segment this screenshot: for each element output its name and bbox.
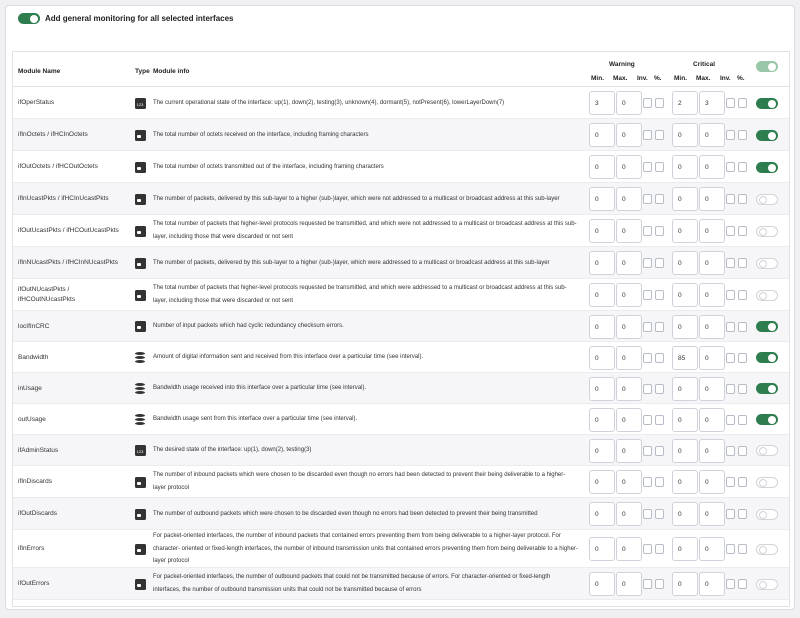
module-type (133, 247, 147, 279)
warning-pct-checkbox[interactable] (655, 98, 664, 108)
critical-inv-checkbox[interactable] (726, 258, 735, 268)
module-type (133, 183, 147, 215)
module-enable-toggle[interactable] (756, 226, 778, 237)
warning-header: Warning (609, 61, 635, 68)
module-enable-toggle[interactable] (756, 194, 778, 205)
table-row (13, 87, 789, 119)
module-enable-toggle[interactable] (756, 383, 778, 394)
warning-max-input[interactable]: 0 (616, 572, 642, 596)
critical-inv-checkbox[interactable] (726, 98, 735, 108)
critical-inv-checkbox[interactable] (726, 509, 735, 519)
module-name: ifInUcastPkts / ifHCInUcastPkts (18, 195, 109, 203)
module-type (133, 373, 147, 404)
warning-inv-checkbox[interactable] (643, 322, 652, 332)
module-type (133, 215, 147, 247)
warning-min-header: Min. (591, 75, 604, 82)
critical-min-input[interactable]: 0 (672, 315, 698, 339)
module-type (133, 87, 147, 119)
warning-pct-checkbox[interactable] (655, 258, 664, 268)
critical-pct-checkbox[interactable] (738, 98, 747, 108)
critical-max-input[interactable]: 0 (699, 346, 725, 370)
critical-inv-checkbox[interactable] (726, 446, 735, 456)
critical-min-input[interactable]: 0 (672, 123, 698, 147)
table-row (13, 498, 789, 530)
module-box-icon (135, 477, 146, 488)
warning-max-input[interactable]: 0 (616, 315, 642, 339)
critical-inv-checkbox[interactable] (726, 226, 735, 236)
critical-min-input[interactable]: 0 (672, 537, 698, 561)
critical-max-input[interactable]: 3 (699, 91, 725, 115)
modules-table (12, 51, 790, 607)
critical-pct-checkbox[interactable] (738, 415, 747, 425)
critical-pct-checkbox[interactable] (738, 579, 747, 589)
module-info: The number of packets, delivered by this sub-layer to a higher (sub-)layer, which were addressed to a multicast or broadcast address at this sub-layer (153, 259, 550, 266)
module-box-icon (135, 194, 146, 205)
module-enable-toggle[interactable] (756, 130, 778, 141)
critical-max-input[interactable]: 0 (699, 155, 725, 179)
module-info: The desired state of the interface: up(1), down(2), testing(3) (153, 447, 312, 454)
module-name-header: Module Name (18, 68, 61, 75)
module-box-icon (135, 509, 146, 520)
module-box-icon (135, 162, 146, 173)
warning-min-input[interactable]: 0 (589, 283, 615, 307)
module-enable-toggle[interactable] (756, 477, 778, 488)
warning-inv-checkbox[interactable] (643, 477, 652, 487)
module-type (133, 404, 147, 435)
table-header (13, 52, 789, 87)
module-enable-toggle[interactable] (756, 162, 778, 173)
module-enable-toggle[interactable] (756, 544, 778, 555)
critical-max-input[interactable]: 0 (699, 537, 725, 561)
table-row (13, 435, 789, 466)
warning-pct-checkbox[interactable] (655, 579, 664, 589)
database-icon (135, 352, 145, 363)
critical-inv-checkbox[interactable] (726, 194, 735, 204)
module-type (133, 119, 147, 151)
module-info: The total number of packets that higher-level protocols requested be transmitted, and which were addressed to a multicast or broadcast address at this sub-layer, including those that were discarded or not sent (153, 285, 567, 304)
module-name: inUsage (18, 384, 42, 392)
module-info: For packet-oriented interfaces, the number of inbound packets that contained errors preventing them from being deliverable to a higher-layer protocol. For character- oriented or fixed-length interfaces, the number of inbound transmission units that contained errors preventing them from being deliverable to a higher-layer protocol (153, 533, 578, 565)
module-box-icon (135, 579, 146, 590)
warning-max-input[interactable]: 0 (616, 251, 642, 275)
critical-min-input[interactable]: 0 (672, 408, 698, 432)
status-calendar-icon: 123 (135, 445, 146, 456)
warning-inv-checkbox[interactable] (643, 384, 652, 394)
warning-pct-checkbox[interactable] (655, 226, 664, 236)
interface-monitoring-panel (5, 5, 795, 610)
warning-inv-checkbox[interactable] (643, 194, 652, 204)
critical-pct-checkbox[interactable] (738, 477, 747, 487)
critical-max-input[interactable]: 0 (699, 439, 725, 463)
warning-pct-checkbox[interactable] (655, 415, 664, 425)
warning-max-input[interactable]: 0 (616, 123, 642, 147)
warning-inv-checkbox[interactable] (643, 98, 652, 108)
critical-inv-checkbox[interactable] (726, 415, 735, 425)
select-all-toggle[interactable] (756, 61, 778, 72)
module-enable-toggle[interactable] (756, 352, 778, 363)
critical-min-input[interactable]: 2 (672, 91, 698, 115)
critical-min-input[interactable]: 0 (672, 187, 698, 211)
critical-inv-checkbox[interactable] (726, 353, 735, 363)
module-enable-toggle[interactable] (756, 445, 778, 456)
table-row (13, 279, 789, 311)
module-enable-toggle[interactable] (756, 414, 778, 425)
status-calendar-icon: 123 (135, 98, 146, 109)
module-info: The total number of octets received on the interface, including framing characters (153, 131, 369, 138)
module-info: The total number of packets that higher-level protocols requested be transmitted, and which were not addressed to a multicast or broadcast address at this sub-layer, including those that were discarded or not sent (153, 221, 577, 240)
critical-inv-checkbox[interactable] (726, 544, 735, 554)
warning-max-input[interactable]: 0 (616, 219, 642, 243)
database-icon (135, 383, 145, 394)
table-row (13, 530, 789, 568)
module-box-icon (135, 544, 146, 555)
module-type (133, 311, 147, 342)
module-type (133, 342, 147, 373)
module-type (133, 568, 147, 600)
warning-pct-checkbox[interactable] (655, 477, 664, 487)
warning-inv-checkbox[interactable] (643, 226, 652, 236)
module-name: ifOutNUcastPkts / ifHCOutNUcastPkts (18, 286, 76, 303)
table-row (13, 247, 789, 279)
critical-max-input[interactable]: 0 (699, 283, 725, 307)
module-info: For packet-oriented interfaces, the number of outbound packets that could not be transmitted because of errors. For character-oriented or fixed-length interfaces, the number of outbound transmission units that could not be transmitted because of errors (153, 574, 551, 593)
critical-min-input[interactable]: 85 (672, 346, 698, 370)
critical-pct-checkbox[interactable] (738, 130, 747, 140)
warning-max-input[interactable]: 0 (616, 283, 642, 307)
warning-min-input[interactable]: 0 (589, 470, 615, 494)
critical-max-header: Max. (696, 75, 711, 82)
critical-min-input[interactable]: 0 (672, 439, 698, 463)
warning-max-input[interactable]: 0 (616, 537, 642, 561)
critical-min-input[interactable]: 0 (672, 251, 698, 275)
table-row (13, 568, 789, 600)
critical-pct-checkbox[interactable] (738, 322, 747, 332)
critical-pct-checkbox[interactable] (738, 290, 747, 300)
module-type (133, 498, 147, 530)
critical-inv-header: Inv. (720, 75, 731, 82)
warning-max-input[interactable]: 0 (616, 470, 642, 494)
general-monitoring-row (18, 13, 234, 24)
module-enable-toggle[interactable] (756, 579, 778, 590)
critical-inv-checkbox[interactable] (726, 290, 735, 300)
critical-pct-checkbox[interactable] (738, 509, 747, 519)
module-name: ifInNUcastPkts / ifHCInNUcastPkts (18, 259, 119, 267)
module-enable-toggle[interactable] (756, 509, 778, 520)
warning-pct-checkbox[interactable] (655, 322, 664, 332)
warning-inv-checkbox[interactable] (643, 415, 652, 425)
warning-min-input[interactable]: 0 (589, 187, 615, 211)
warning-inv-checkbox[interactable] (643, 544, 652, 554)
critical-pct-checkbox[interactable] (738, 162, 747, 172)
critical-max-input[interactable]: 0 (699, 187, 725, 211)
warning-inv-checkbox[interactable] (643, 130, 652, 140)
module-type (133, 530, 147, 568)
warning-pct-checkbox[interactable] (655, 162, 664, 172)
critical-inv-checkbox[interactable] (726, 477, 735, 487)
table-row (13, 183, 789, 215)
table-row (13, 119, 789, 151)
warning-min-input[interactable]: 0 (589, 346, 615, 370)
table-row (13, 215, 789, 247)
critical-max-input[interactable]: 0 (699, 502, 725, 526)
module-enable-toggle[interactable] (756, 258, 778, 269)
warning-pct-checkbox[interactable] (655, 446, 664, 456)
critical-min-input[interactable]: 0 (672, 377, 698, 401)
warning-max-input[interactable]: 0 (616, 155, 642, 179)
general-monitoring-label: Add general monitoring for all selected interfaces (45, 14, 234, 23)
critical-inv-checkbox[interactable] (726, 579, 735, 589)
warning-pct-checkbox[interactable] (655, 384, 664, 394)
critical-max-input[interactable]: 0 (699, 219, 725, 243)
module-enable-toggle[interactable] (756, 98, 778, 109)
critical-max-input[interactable]: 0 (699, 315, 725, 339)
warning-min-input[interactable]: 0 (589, 377, 615, 401)
warning-pct-checkbox[interactable] (655, 130, 664, 140)
critical-max-input[interactable]: 0 (699, 470, 725, 494)
module-name: ifOutDiscards (18, 510, 58, 518)
warning-min-input[interactable]: 0 (589, 219, 615, 243)
module-name: ifOperStatus (18, 99, 55, 107)
critical-max-input[interactable]: 0 (699, 123, 725, 147)
critical-pct-checkbox[interactable] (738, 353, 747, 363)
critical-min-input[interactable]: 0 (672, 502, 698, 526)
warning-max-input[interactable]: 0 (616, 439, 642, 463)
warning-inv-checkbox[interactable] (643, 509, 652, 519)
module-info: The number of packets, delivered by this sub-layer to a higher (sub-)layer, which were not addressed to a multicast or broadcast address at this sub-layer (153, 195, 560, 202)
table-row (13, 373, 789, 404)
critical-pct-header: %. (737, 75, 745, 82)
critical-min-input[interactable]: 0 (672, 572, 698, 596)
module-info: The total number of octets transmitted out of the interface, including framing characters (153, 163, 384, 170)
critical-min-input[interactable]: 0 (672, 283, 698, 307)
table-row (13, 466, 789, 498)
module-box-icon (135, 226, 146, 237)
warning-pct-checkbox[interactable] (655, 290, 664, 300)
module-name: outUsage (18, 415, 46, 423)
critical-min-header: Min. (674, 75, 687, 82)
warning-max-input[interactable]: 0 (616, 377, 642, 401)
module-type (133, 279, 147, 311)
module-info: Amount of digital information sent and received from this interface over a particular time (see interval). (153, 354, 424, 361)
warning-min-input[interactable]: 3 (589, 91, 615, 115)
database-icon (135, 414, 145, 425)
critical-inv-checkbox[interactable] (726, 130, 735, 140)
table-row (13, 151, 789, 183)
warning-min-input[interactable]: 0 (589, 439, 615, 463)
module-info: The number of inbound packets which were chosen to be discarded even though no errors had been detected to prevent their being deliverable to a higher-layer protocol (153, 472, 566, 491)
warning-min-input[interactable]: 0 (589, 408, 615, 432)
warning-min-input[interactable]: 0 (589, 537, 615, 561)
module-name: ifInOctets / ifHCInOctets (18, 131, 88, 139)
general-monitoring-toggle[interactable] (18, 13, 40, 24)
module-info: Bandwidth usage sent from this interface over a particular time (see interval). (153, 416, 358, 423)
warning-max-input[interactable]: 0 (616, 91, 642, 115)
module-name: Bandwidth (18, 353, 49, 361)
module-type (133, 435, 147, 466)
module-box-icon (135, 130, 146, 141)
warning-inv-checkbox[interactable] (643, 290, 652, 300)
critical-pct-checkbox[interactable] (738, 226, 747, 236)
warning-min-input[interactable]: 0 (589, 502, 615, 526)
warning-inv-checkbox[interactable] (643, 353, 652, 363)
module-box-icon (135, 321, 146, 332)
module-info: Number of input packets which had cyclic redundancy checksum errors. (153, 323, 344, 330)
warning-inv-checkbox[interactable] (643, 446, 652, 456)
module-enable-toggle[interactable] (756, 321, 778, 332)
warning-pct-checkbox[interactable] (655, 509, 664, 519)
warning-min-input[interactable]: 0 (589, 572, 615, 596)
warning-min-input[interactable]: 0 (589, 123, 615, 147)
critical-pct-checkbox[interactable] (738, 194, 747, 204)
critical-max-input[interactable]: 0 (699, 251, 725, 275)
module-type (133, 151, 147, 183)
module-info: Bandwidth usage received into this interface over a particular time (see interval). (153, 385, 367, 392)
warning-min-input[interactable]: 0 (589, 315, 615, 339)
warning-max-input[interactable]: 0 (616, 408, 642, 432)
module-info: The current operational state of the interface: up(1), down(2), testing(3), unknown(4), dormant(5), notPresent(6), lowerLayerDown(7) (153, 99, 505, 106)
critical-pct-checkbox[interactable] (738, 446, 747, 456)
module-name: locIfInCRC (18, 322, 50, 330)
warning-max-input[interactable]: 0 (616, 187, 642, 211)
module-box-icon (135, 258, 146, 269)
critical-max-input[interactable]: 0 (699, 377, 725, 401)
warning-min-input[interactable]: 0 (589, 251, 615, 275)
table-row (13, 342, 789, 373)
critical-min-input[interactable]: 0 (672, 155, 698, 179)
module-name: ifInErrors (18, 545, 45, 553)
critical-inv-checkbox[interactable] (726, 322, 735, 332)
module-box-icon (135, 290, 146, 301)
critical-min-input[interactable]: 0 (672, 219, 698, 243)
table-row (13, 311, 789, 342)
warning-max-input[interactable]: 0 (616, 502, 642, 526)
module-name: ifOutErrors (18, 580, 50, 588)
warning-inv-checkbox[interactable] (643, 162, 652, 172)
critical-pct-checkbox[interactable] (738, 384, 747, 394)
critical-min-input[interactable]: 0 (672, 470, 698, 494)
module-name: ifAdminStatus (18, 446, 59, 454)
module-info-header: Module info (153, 68, 190, 75)
warning-max-header: Max. (613, 75, 628, 82)
module-info: The number of outbound packets which were chosen to be discarded even though no errors had been detected to prevent their being transmitted (153, 510, 538, 517)
critical-inv-checkbox[interactable] (726, 384, 735, 394)
warning-inv-checkbox[interactable] (643, 579, 652, 589)
table-row (13, 404, 789, 435)
module-enable-toggle[interactable] (756, 290, 778, 301)
warning-pct-header: %. (654, 75, 662, 82)
critical-max-input[interactable]: 0 (699, 572, 725, 596)
module-type (133, 466, 147, 498)
critical-inv-checkbox[interactable] (726, 162, 735, 172)
critical-header: Critical (693, 61, 716, 68)
critical-max-input[interactable]: 0 (699, 408, 725, 432)
warning-pct-checkbox[interactable] (655, 353, 664, 363)
critical-pct-checkbox[interactable] (738, 258, 747, 268)
warning-min-input[interactable]: 0 (589, 155, 615, 179)
module-name: ifInDiscards (18, 478, 52, 486)
module-name: ifOutOctets / ifHCOutOctets (18, 163, 98, 171)
warning-pct-checkbox[interactable] (655, 544, 664, 554)
warning-inv-header: Inv. (637, 75, 648, 82)
type-header: Type (135, 68, 150, 75)
warning-inv-checkbox[interactable] (643, 258, 652, 268)
warning-max-input[interactable]: 0 (616, 346, 642, 370)
critical-pct-checkbox[interactable] (738, 544, 747, 554)
module-name: ifOutUcastPkts / ifHCOutUcastPkts (18, 227, 119, 235)
warning-pct-checkbox[interactable] (655, 194, 664, 204)
